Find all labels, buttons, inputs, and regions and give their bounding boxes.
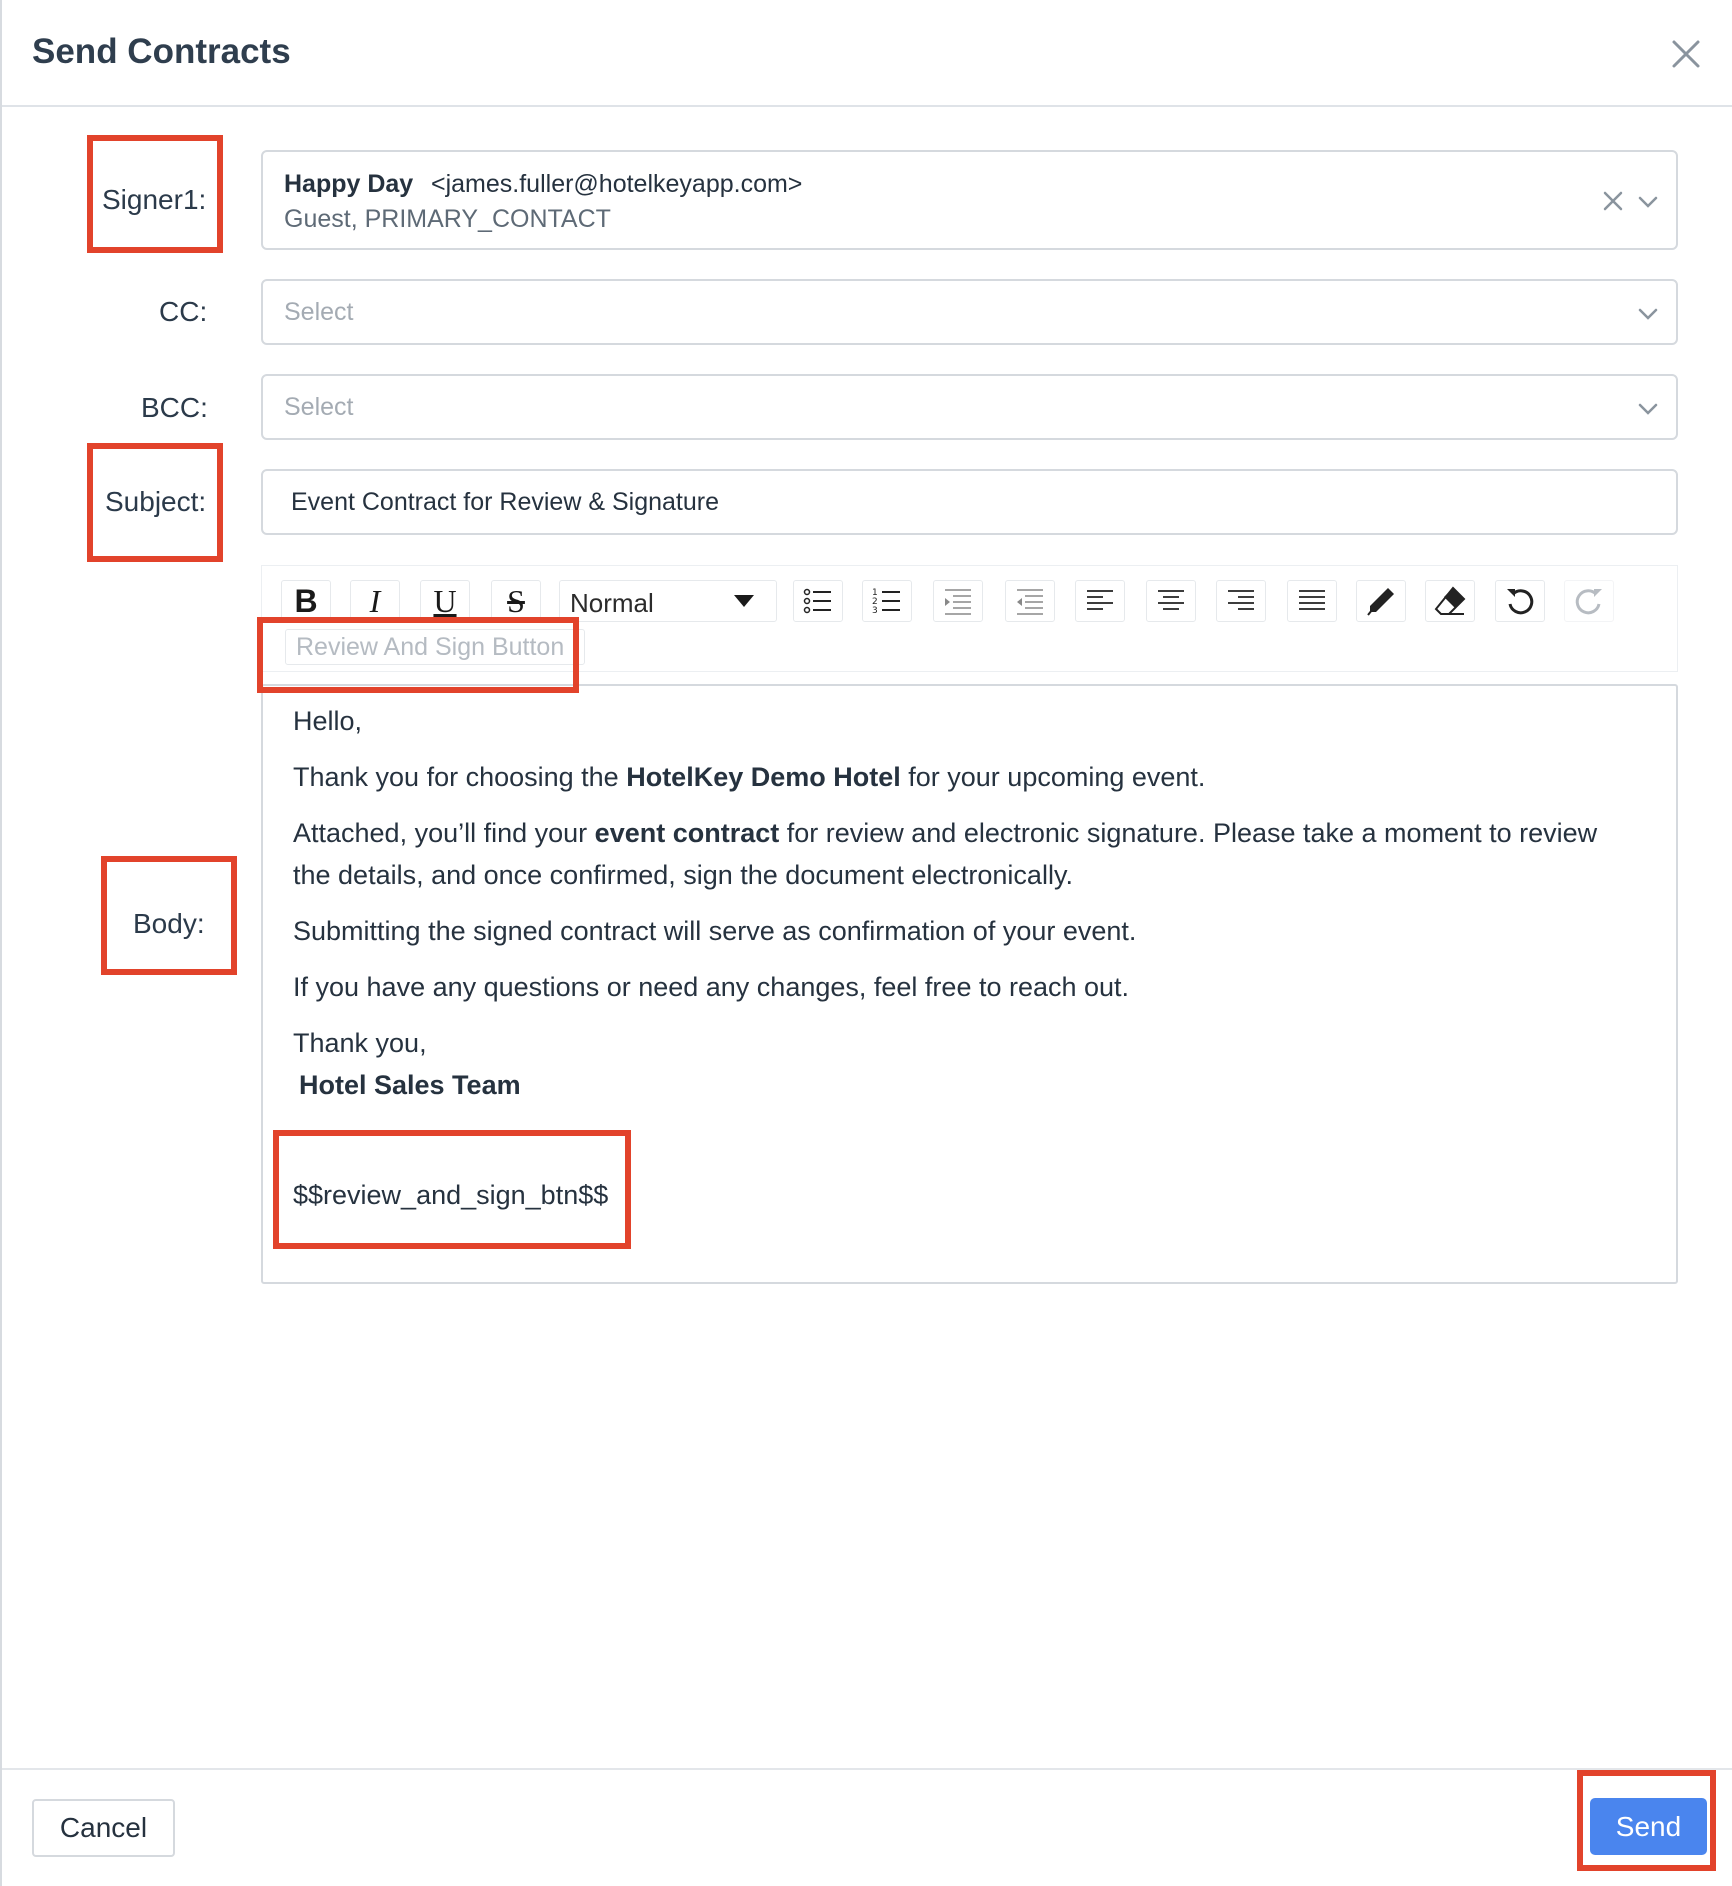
underline-button[interactable]: U: [420, 580, 470, 622]
cc-select[interactable]: [261, 279, 1678, 345]
close-icon[interactable]: [1666, 34, 1706, 74]
cc-label: CC:: [159, 296, 208, 327]
signer1-select[interactable]: [261, 150, 1678, 250]
format-value: Normal: [570, 588, 654, 618]
body-paragraph-2: Attached, you’ll find your event contract for review and electronic signature. Please take a moment to review: [293, 818, 1598, 848]
redo-icon[interactable]: [1564, 580, 1614, 622]
svg-text:3: 3: [872, 606, 878, 616]
cc-placeholder: Select: [284, 298, 354, 326]
undo-icon[interactable]: [1495, 580, 1545, 622]
bcc-select[interactable]: [261, 374, 1678, 440]
format-select[interactable]: [559, 580, 777, 622]
strikethrough-button[interactable]: S: [491, 580, 541, 622]
body-paragraph-4: If you have any questions or need any changes, feel free to reach out.: [293, 972, 1130, 1002]
italic-button[interactable]: I: [350, 580, 400, 622]
chevron-down-icon[interactable]: [1636, 194, 1660, 210]
body-greeting: Hello,: [293, 706, 363, 736]
align-right-icon[interactable]: [1216, 580, 1266, 622]
clear-icon[interactable]: [1602, 190, 1624, 212]
editor-toolbar: [261, 565, 1678, 672]
review-and-sign-button[interactable]: Review And Sign Button: [285, 629, 585, 665]
signer-email: <james.fuller@hotelkeyapp.com>: [431, 170, 803, 198]
text-color-pen-icon[interactable]: [1356, 580, 1406, 622]
dialog-header: [2, 0, 1732, 107]
subject-value: Event Contract for Review & Signature: [291, 488, 719, 516]
body-paragraph-3: Submitting the signed contract will serve as confirmation of your event.: [293, 916, 1137, 946]
justify-icon[interactable]: [1287, 580, 1337, 622]
body-placeholder-tag: $$review_and_sign_btn$$: [293, 1180, 609, 1210]
numbered-list-button[interactable]: [862, 580, 912, 622]
bold-button[interactable]: B: [281, 580, 331, 622]
subject-input[interactable]: [261, 469, 1678, 535]
chevron-down-icon[interactable]: [1636, 401, 1660, 417]
body-paragraph-2-cont: the details, and once confirmed, sign the document electronically.: [293, 860, 1073, 890]
signer-name: Happy Day: [284, 170, 414, 198]
footer-divider: [2, 1768, 1732, 1770]
bcc-label: BCC:: [141, 392, 208, 423]
signer-role: Guest, PRIMARY_CONTACT: [284, 205, 611, 233]
align-left-icon[interactable]: [1075, 580, 1125, 622]
signer1-label: Signer1:: [102, 184, 207, 215]
body-closing: Thank you,: [293, 1028, 427, 1058]
body-paragraph-1: Thank you for choosing the HotelKey Demo Hotel for your upcoming event.: [293, 762, 1206, 792]
svg-text:1: 1: [872, 588, 878, 598]
align-center-icon[interactable]: [1146, 580, 1196, 622]
bcc-placeholder: Select: [284, 393, 354, 421]
body-signature: Hotel Sales Team: [299, 1070, 521, 1100]
bullet-list-button[interactable]: [793, 580, 843, 622]
caret-down-icon: [733, 594, 755, 613]
chevron-down-icon[interactable]: [1636, 306, 1660, 322]
indent-icon[interactable]: [933, 580, 983, 622]
body-label: Body:: [133, 908, 205, 939]
outdent-icon[interactable]: [1005, 580, 1055, 622]
svg-text:2: 2: [872, 597, 878, 607]
cancel-button[interactable]: Cancel: [32, 1799, 175, 1857]
send-button[interactable]: Send: [1590, 1798, 1707, 1855]
eraser-icon[interactable]: [1425, 580, 1475, 622]
dialog-title: Send Contracts: [32, 32, 291, 71]
subject-label: Subject:: [105, 486, 207, 517]
body-editor[interactable]: [261, 684, 1678, 1284]
